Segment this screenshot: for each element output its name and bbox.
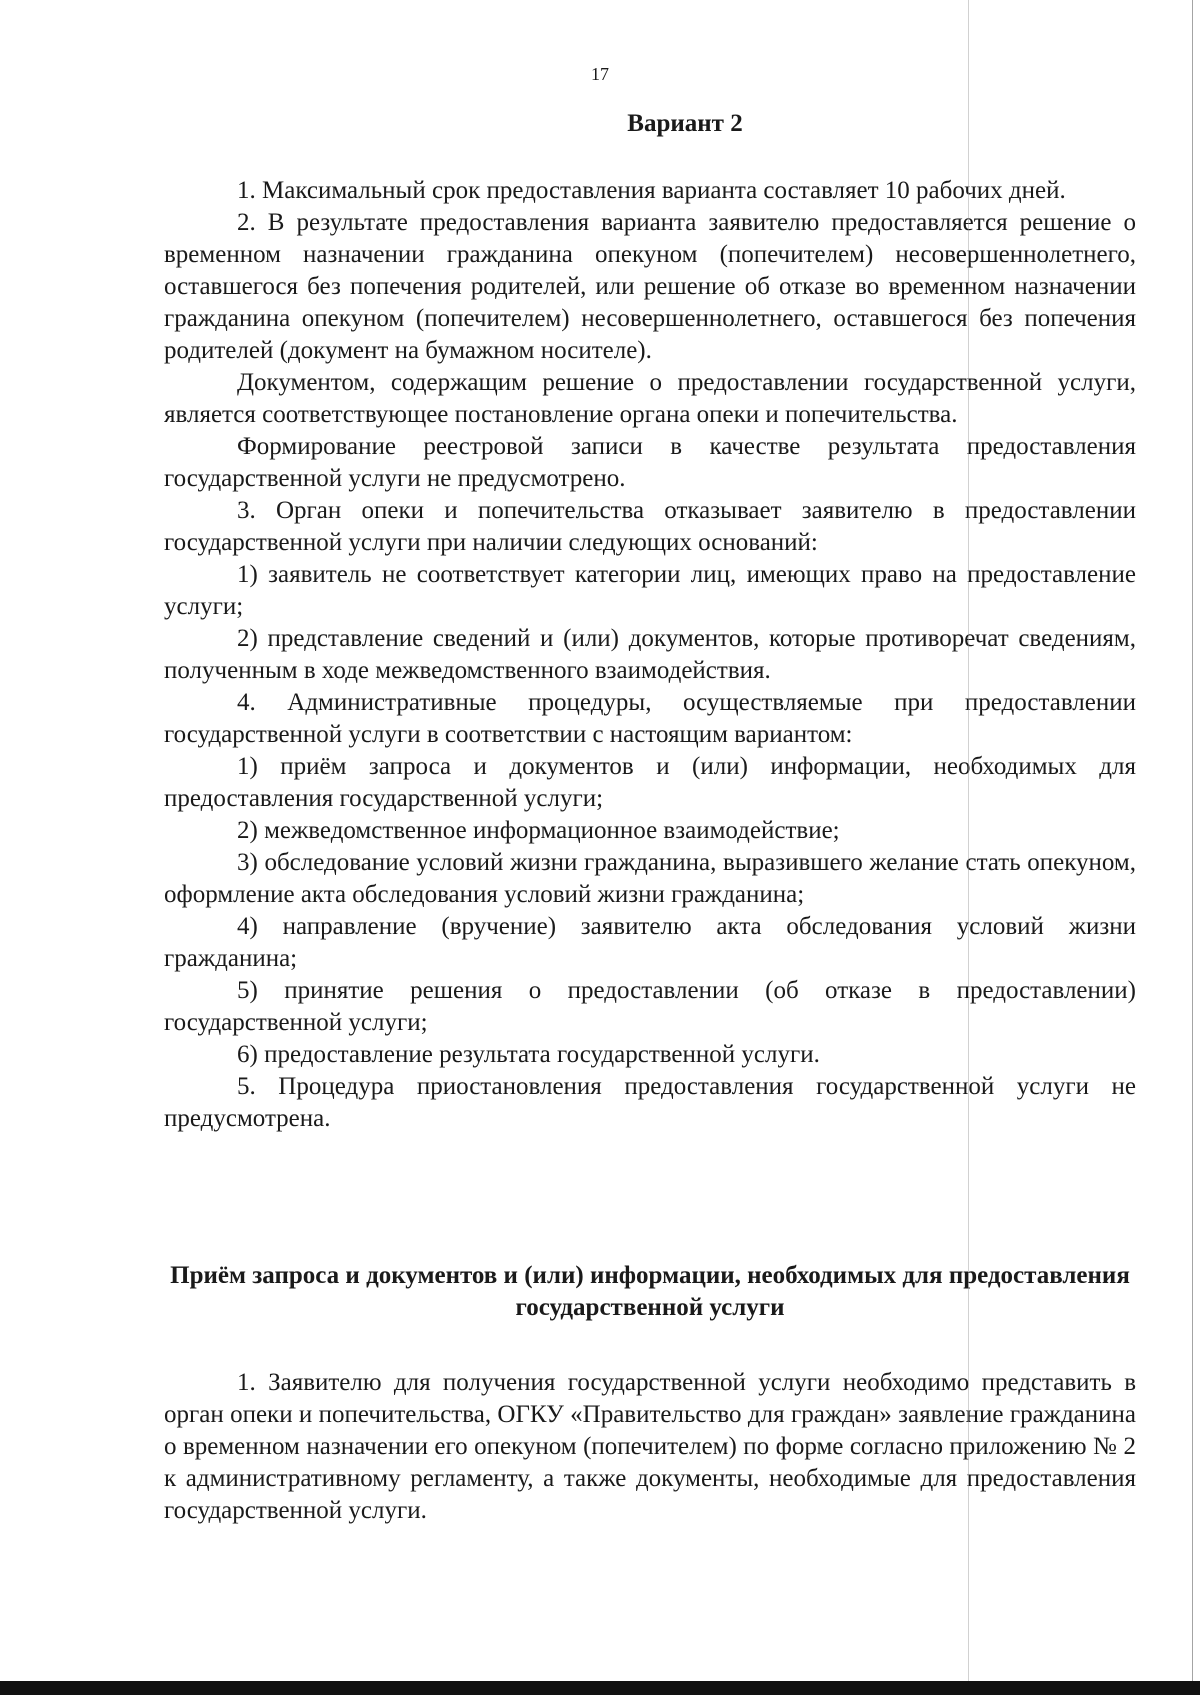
paragraph-9: 1) приём запроса и документов и (или) информации, необходимых для предоставления государственной услуги;: [164, 753, 1136, 812]
paragraph-15: 5. Процедура приостановления предоставления государственной услуги не предусмотрена.: [164, 1073, 1136, 1132]
paragraph-3: Документом, содержащим решение о предоставлении государственной услуги, является соответствующее постановление органа опеки и попечительства.: [164, 369, 1136, 428]
scan-line-right: [1192, 0, 1193, 1681]
paragraph-4: Формирование реестровой записи в качестве результата предоставления государственной услуги не предусмотрено.: [164, 433, 1136, 492]
paragraph-12: 4) направление (вручение) заявителю акта обследования условий жизни гражданина;: [164, 913, 1136, 972]
section-text-block: [164, 1367, 1136, 1527]
paragraph-1: 1. Максимальный срок предоставления варианта составляет 10 рабочих дней.: [237, 177, 1066, 204]
paragraph-11: 3) обследование условий жизни гражданина, выразившего желание стать опекуном, оформление акта обследования условий жизни гражданина;: [164, 849, 1136, 908]
paragraph-14: 6) предоставление результата государственной услуги.: [237, 1041, 820, 1068]
paragraph-2: 2. В результате предоставления варианта заявителю предоставляется решение о временном назначении гражданина опекуном (попечителем) несовершеннолетнего, оставшегося без попечения родителей, или решение об отказе во временном назначении гражданина опекуном (попечителем) несовершеннолетнего, оставшегося без попечения родителей (документ на бумажном носителе).: [164, 209, 1136, 364]
main-text-block: [164, 175, 1136, 1135]
paragraph-7: 2) представление сведений и (или) документов, которые противоречат сведениям, полученным в ходе межведомственного взаимодействия.: [164, 625, 1136, 684]
paragraph-10: 2) межведомственное информационное взаимодействие;: [237, 817, 840, 844]
page-heading: Вариант 2: [627, 110, 743, 137]
scan-bottom-bar: [0, 1681, 1200, 1695]
scan-line-left: [968, 0, 969, 1681]
page-number: 17: [591, 64, 609, 84]
paragraph-6: 1) заявитель не соответствует категории лиц, имеющих право на предоставление услуги;: [164, 561, 1136, 620]
paragraph-13: 5) принятие решения о предоставлении (об отказе в предоставлении) государственной услуги;: [164, 977, 1136, 1036]
paragraph-16: 1. Заявителю для получения государственной услуги необходимо представить в орган опеки и попечительства, ОГКУ «Правительство для граждан» заявление гражданина о временном назначении его опекуном (попечителем) по форме согласно приложению № 2 к административному регламенту, а также документы, необходимые для предоставления государственной услуги.: [164, 1369, 1136, 1524]
paragraph-8: 4. Административные процедуры, осуществляемые при предоставлении государственной услуги в соответствии с настоящим вариантом:: [164, 689, 1136, 748]
paragraph-5: 3. Орган опеки и попечительства отказывает заявителю в предоставлении государственной услуги при наличии следующих оснований:: [164, 497, 1136, 556]
section-title: Приём запроса и документов и (или) информации, необходимых для предоставления государственной услуги: [170, 1262, 1130, 1321]
